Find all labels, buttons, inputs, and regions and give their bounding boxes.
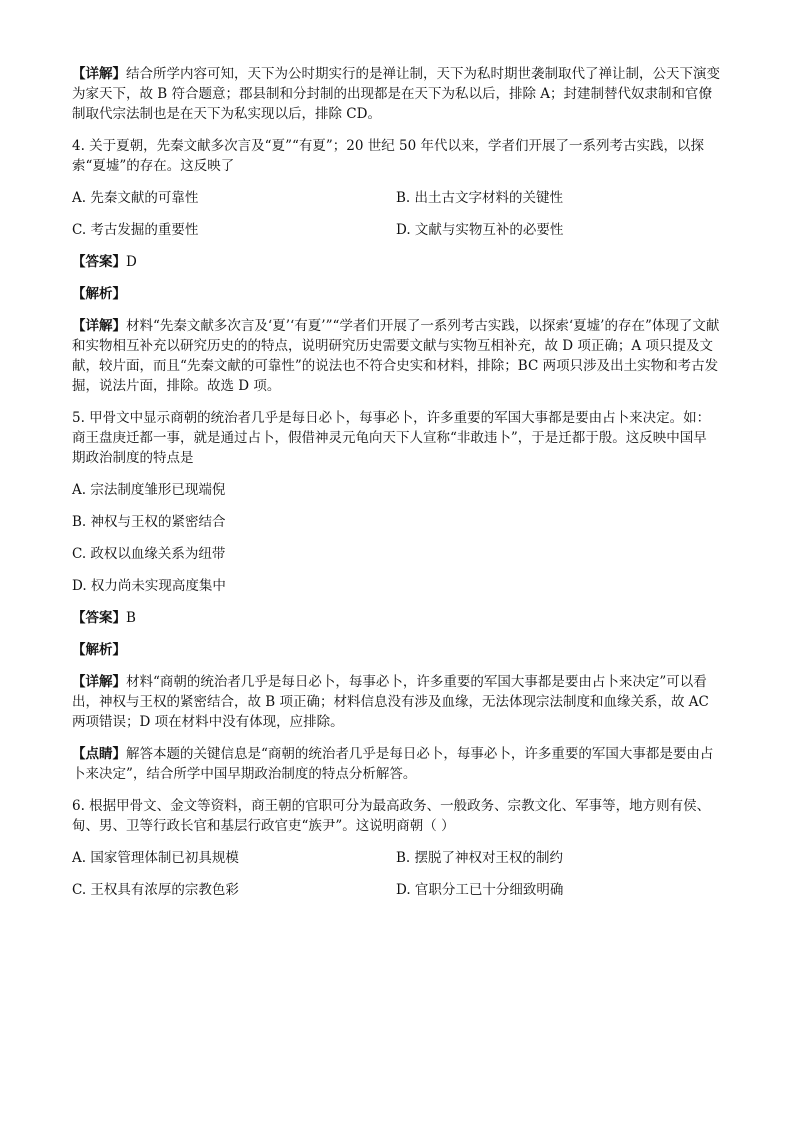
- answer-tag: 【答案】: [72, 254, 126, 270]
- detail-tag: 【详解】: [72, 674, 126, 690]
- q6-option-d: D. 官职分工已十分细致明确: [396, 882, 564, 898]
- q4-options-row-2: [72, 220, 720, 240]
- q5-option-c: C. 政权以血缘关系为纽带: [72, 546, 226, 562]
- q6-stem: 6. 根据甲骨文、金文等资料，商王朝的官职可分为最高政务、一般政务、宗教文化、军事等，地方则有侯、甸、男、卫等行政长官和基层行政官吏“族尹”。这说明商朝（ ）: [72, 798, 711, 834]
- detail-text: 结合所学内容可知，天下为公时期实行的是禅让制，天下为私时期世袭制取代了禅让制，公天下演变为家天下，故 B 符合题意；郡县制和分封制的出现都是在天下为私以后，排除 A；封建制替代奴隶制和官僚制取代宗法制也是在天下为私实现以后，排除 CD。: [72, 66, 720, 122]
- q3-detail-paragraph: [72, 64, 720, 124]
- q4-analysis-tag: 【解析】: [72, 286, 126, 302]
- detail-text: 材料“先秦文献多次言及‘夏’‘有夏’”“学者们开展了一系列考古实践，以探索‘夏墟’的存在”体现了文献和实物相互补充以研究历史的的特点，说明研究历史需要文献与实物互相补充，故 D 项正确；A 项只提及文献，较片面，而且“先秦文献的可靠性”的说法也不符合史实和材料，排除；BC 两项只涉及出土实物和考古发掘，说法片面，排除。故选 D 项。: [72, 318, 720, 394]
- q4-stem: 4. 关于夏朝，先秦文献多次言及“夏”“有夏”；20 世纪 50 年代以来，学者们开展了一系列考古实践，以探索“夏墟”的存在。这反映了: [72, 138, 705, 174]
- q6-options-row-2: [72, 880, 720, 900]
- q6-option-a: A. 国家管理体制已初具规模: [72, 850, 239, 866]
- q5-stem: 5. 甲骨文中显示商朝的统治者几乎是每日必卜，每事必卜，许多重要的军国大事都是要由占卜来决定。如：商王盘庚迁都一事，就是通过占卜，假借神灵元龟向天下人宣称“非敢违卜”，于是迁都于殷。这反映中国早期政治制度的特点是: [72, 410, 711, 466]
- q4-options-row-1: [72, 188, 720, 208]
- q4-answer: [72, 252, 720, 272]
- point-tag: 【点睛】: [72, 746, 126, 762]
- q4-option-b: B. 出土古文字材料的关键性: [396, 190, 564, 206]
- q4-option-d: D. 文献与实物互补的必要性: [396, 222, 564, 238]
- detail-text: 材料“商朝的统治者几乎是每日必卜，每事必卜，许多重要的军国大事都是要由占卜来决定”可以看出，神权与王权的紧密结合，故 B 项正确；材料信息没有涉及血缘，无法体现宗法制度和血缘关系，故 AC 两项错误；D 项在材料中没有体现，应排除。: [72, 674, 709, 730]
- q5-option-a: A. 宗法制度雏形已现端倪: [72, 482, 226, 498]
- document-page: [72, 64, 720, 912]
- q5-analysis-tag: 【解析】: [72, 642, 126, 658]
- q6-options-row-1: [72, 848, 720, 868]
- point-text: 解答本题的关键信息是“商朝的统治者几乎是每日必卜，每事必卜，许多重要的军国大事都是要由占卜来决定”，结合所学中国早期政治制度的特点分析解答。: [72, 746, 714, 782]
- q5-point: [72, 744, 720, 784]
- q4-detail: [72, 316, 720, 396]
- q5-answer: [72, 608, 720, 628]
- q5-option-b: B. 神权与王权的紧密结合: [72, 514, 226, 530]
- q4-option-c: C. 考古发掘的重要性: [72, 222, 199, 238]
- q4-option-a: A. 先秦文献的可靠性: [72, 190, 199, 206]
- answer-tag: 【答案】: [72, 610, 126, 626]
- q6-option-c: C. 王权具有浓厚的宗教色彩: [72, 882, 239, 898]
- detail-tag: 【详解】: [72, 66, 126, 82]
- q5-option-d: D. 权力尚未实现高度集中: [72, 578, 226, 594]
- answer-value: D: [126, 254, 137, 270]
- q6-option-b: B. 摆脱了神权对王权的制约: [396, 850, 564, 866]
- detail-tag: 【详解】: [72, 318, 126, 334]
- q5-detail: [72, 672, 720, 732]
- answer-value: B: [126, 610, 136, 626]
